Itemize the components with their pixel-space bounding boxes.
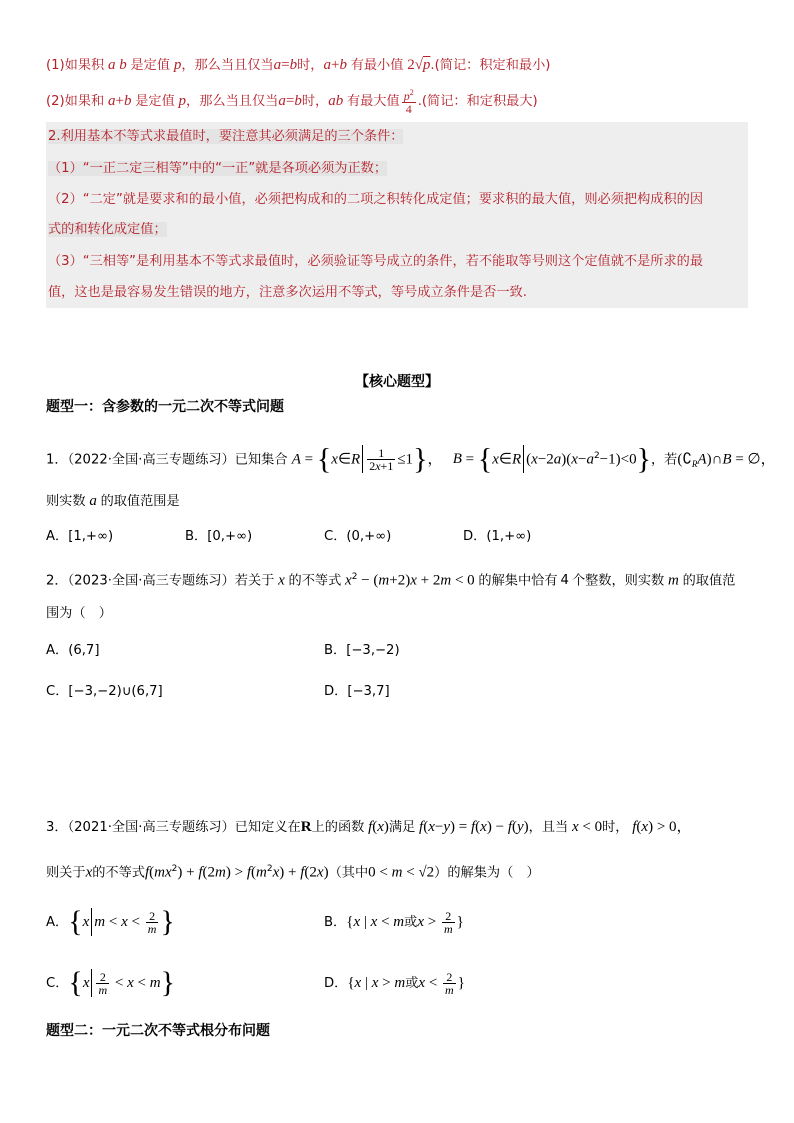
- note-line-1: (1)如果积 a b 是定值 p，那么当且仅当a=b时，a+b 有最小值 2√p.(简记：积定和最小): [46, 57, 551, 73]
- type1-title: 题型一：含参数的一元二次不等式问题: [46, 399, 284, 415]
- question-1-line-2: 则实数 a 的取值范围是: [46, 493, 180, 509]
- question-3-line-2: 则关于x的不等式$f(mx^2) + f(2m) > f(m^2x) + f(2x)$（其中0 < m < √2）的解集为（ ）: [46, 864, 540, 881]
- q1-option-d[interactable]: D．(1,+∞): [463, 529, 532, 544]
- type2-title: 题型二：一元二次不等式根分布问题: [46, 1023, 270, 1039]
- q3-option-b[interactable]: B．{x | x < m或x > $\frac{2}{m}$ }: [324, 908, 464, 936]
- q3d-fraction: $\frac{2}{m}$: [445, 969, 454, 997]
- q1-option-b[interactable]: B．[0,+∞): [185, 529, 253, 544]
- q3-option-d[interactable]: D．{x | x > m或x < $\frac{2}{m}$ }: [324, 969, 465, 997]
- condition-2-line-2: 式的和转化成定值；: [48, 222, 167, 237]
- q2-option-d[interactable]: D．[−3,7]: [324, 684, 390, 699]
- q3a-fraction: $\frac{2}{m}$: [147, 908, 157, 936]
- question-3-line-1: 3．（2021·全国·高三专题练习）已知定义在R上的函数 f(x)满足 f(x−y) = f(x) − f(y)，且当 x < 0时， f(x) > 0，: [46, 819, 692, 835]
- q1-option-c[interactable]: C．(0,+∞): [324, 529, 392, 544]
- q3-option-a[interactable]: A．{x m < x < $\frac{2}{m}$ }: [46, 905, 175, 938]
- p2-over-4-fraction: $\frac{p^2}{4}$: [403, 88, 414, 116]
- question-2-line-1: 2．（2023·全国·高三专题练习）若关于 x 的不等式 $x^2 - (m+2)x + 2m < 0$ 的解集中恰有 4 个整数，则实数 m 的取值范: [46, 572, 736, 589]
- question-2-line-2: 围为（ ）: [46, 606, 112, 621]
- condition-3-line-1: （3）“三相等”是利用基本不等式求最值时，必须验证等号成立的条件，若不能取等号则这个定值就不是所求的最: [48, 254, 704, 269]
- q1-option-a[interactable]: A．[1,+∞): [46, 529, 114, 544]
- condition-2-line-1: （2）“二定”就是要求和的最小值，必须把构成和的二项之积转化成定值；要求积的最大值，则必须把构成积的因: [48, 192, 704, 207]
- q3b-fraction: $\frac{2}{m}$: [443, 908, 453, 936]
- note-line-2: (2)如果和 a+b 是定值 p，那么当且仅当a=b时，ab 有最大值 $\frac{p^2}{4}$ .(简记：和定积最大): [46, 88, 538, 116]
- q2-option-c[interactable]: C．[−3,−2)∪(6,7]: [46, 684, 163, 699]
- condition-3-line-2: 值，这也是最容易发生错误的地方，注意多次运用不等式，等号成立条件是否一致.: [48, 285, 527, 300]
- conditions-heading: 2.利用基本不等式求最值时，要注意其必须满足的三个条件：: [48, 129, 404, 144]
- q2-option-b[interactable]: B．[−3,−2): [324, 643, 400, 658]
- question-1-line-1: 1．（2022·全国·高三专题练习）已知集合 A = {x∈R $\frac{1}{2x+1}$ ≤1}， B = {x∈R $(x-2a)(x-a^2-1)<0$}，若$(∁_RA)\cap B$ = ∅，: [46, 442, 776, 476]
- condition-1: （1）“一正二定三相等”中的“一正”就是各项必须为正数；: [48, 161, 388, 176]
- q2-option-a[interactable]: A．(6,7]: [46, 643, 100, 658]
- conditions-box: [46, 122, 748, 308]
- section-title: 【核心题型】: [355, 374, 439, 390]
- q3-option-c[interactable]: C．{x $\frac{2}{m}$ < x < m}: [46, 966, 176, 999]
- q3c-fraction: $\frac{2}{m}$: [98, 969, 108, 997]
- fraction-1-over-2x1: $\frac{1}{2x+1}$: [369, 445, 394, 473]
